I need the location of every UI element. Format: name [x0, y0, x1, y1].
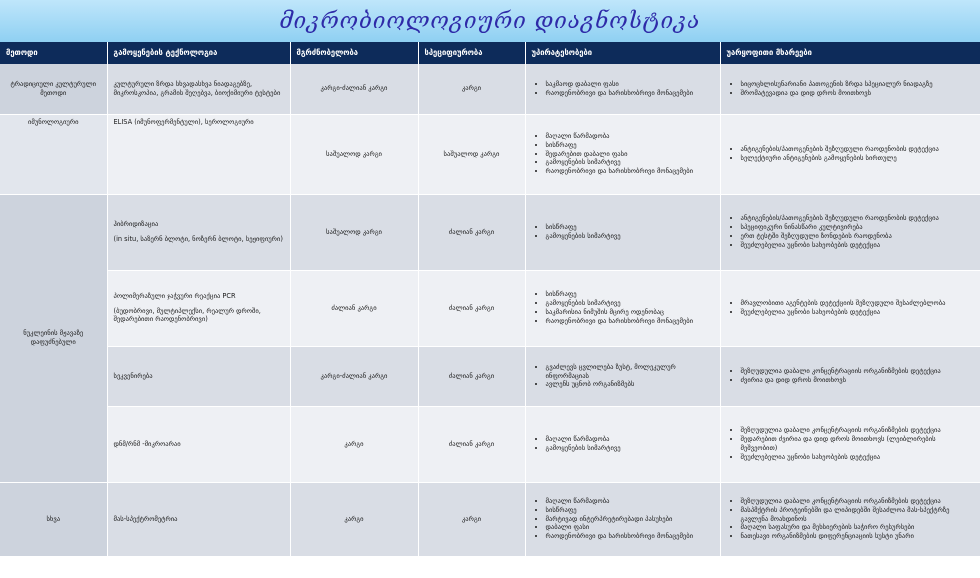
list-item: • ანტიგენების/პათოგენების შეზღუდული რაოდენობის დეტექცია [741, 145, 974, 154]
header-disadvantages: უარყოფითი მხარეები [720, 42, 980, 64]
list-item: • სისწრაფე [546, 141, 714, 150]
sensitivity-cell: კარგი [290, 406, 418, 482]
table-row [0, 114, 980, 194]
table-row [0, 194, 980, 270]
disadvantages-cell [720, 346, 980, 406]
list-item: • მაღალი წარმადობა [546, 132, 714, 141]
sensitivity-cell: კარგი-ძალიან კარგი [290, 346, 418, 406]
sensitivity-cell: ძალიან კარგი [290, 270, 418, 346]
advantages-cell [525, 406, 720, 482]
list-item: • დაბალი ფასი [546, 523, 714, 532]
sensitivity-cell: საშუალოდ კარგი [290, 114, 418, 194]
technology-cell: მას-სპექტრომეტრია [107, 482, 290, 556]
list-item: • შეზღუდულია დაბალი კონცენტრაციის ორგანიზმების დეტექცია [741, 426, 974, 435]
list-item: • რაოდენობრივი და ხარისხობრივი მონაცემები [546, 532, 714, 541]
disadvantages-cell [720, 194, 980, 270]
list-item: • შეზღუდულია დაბალი კონცენტრაციის ორგანიზმების დეტექცია [741, 367, 974, 376]
list-item: • საკმარისია ნიმუშის მცირე ოდენობაც [546, 308, 714, 317]
technology-cell: კულტურული ზრდა სხვადასხვა ნიადაგებზე, მიკროსკოპია, გრამის შეღებვა, ბიოქიმიური ტესტები [107, 64, 290, 114]
list-item: • სელექტიური ანტიგენების გამოყენების სირთულე [741, 154, 974, 163]
technology-cell: სეკვენირება [107, 346, 290, 406]
disadvantages-cell [720, 406, 980, 482]
technology-cell [107, 194, 290, 270]
table-row [0, 482, 980, 556]
table-row [0, 270, 980, 346]
page-title: მიკრობიოლოგიური დიაგნოსტიკა [279, 8, 701, 34]
technology-cell: დნმ/რნმ -მიკროარაი [107, 406, 290, 482]
list-item: • გვაძლევს ცვლილება ზუსტ, მოლეკულურ ინფორმაციას [546, 363, 714, 381]
technology-cell: ELISA (იმუნოფერმენტული), სეროლოგიური [107, 114, 290, 194]
technology-name: პოლიმერაზული ჯაჭვური რეაქცია PCR [113, 291, 236, 300]
specificity-cell: საშუალოდ კარგი [418, 114, 525, 194]
list-item: • შედარებით ძვირია და დიდ დროს მოითხოვს (ლეიბლირების მეშვეობით) [741, 435, 974, 453]
advantages-cell [525, 482, 720, 556]
specificity-cell: კარგი [418, 482, 525, 556]
list-item: • მარტივად ინტერპრეტირებადი პასუხები [546, 515, 714, 524]
list-item: • ძვირია და დიდ დროს მოითხოვს [741, 376, 974, 385]
method-cell: იმუნოლოგიური [0, 114, 107, 194]
advantages-cell [525, 270, 720, 346]
list-item: • სპეციფიკური ნინასწარი კულტივირება [741, 223, 974, 232]
header-row [0, 42, 980, 64]
specificity-cell: ძალიან კარგი [418, 270, 525, 346]
list-item: • გამოყენების სიმარტივე [546, 299, 714, 308]
list-item: • სისწრაფე [546, 506, 714, 515]
header-technology: გამოყენების ტექნოლოგია [107, 42, 290, 64]
list-item: • შეუძლებელია უცნობი სახეობების დეტექცია [741, 241, 974, 250]
list-item: • გამოყენების სიმარტივე [546, 158, 714, 167]
header-specificity: სპეციფიურობა [418, 42, 525, 64]
list-item: • მაღალი საფასური და მეხსიერების საჭირო რესურსები [741, 523, 974, 532]
technology-note: (ბუდობრივი, მულტიპლექსი, რეალურ დროში, შედარებითი რაოდენობრივი) [113, 306, 261, 324]
technology-cell [107, 270, 290, 346]
list-item: • სისწრაფე [546, 290, 714, 299]
diagnostics-table [0, 42, 980, 557]
method-cell: ნუკლეინის მჟავაზე დაფუძნებული [0, 194, 107, 482]
list-item: • სიცოცხლისუნარიანი პათოგენის ზრდა სპეციალურ ნიადაგზე [741, 80, 974, 89]
list-item: • მაღალი წარმადობა [546, 435, 714, 444]
list-item: • მასპმქტრის პროტეინებში და ლიპიდებში შესაძლოა მას-სპექტრზე გავლენა მოახდინოს [741, 506, 974, 524]
list-item: • მაღალი წარმადობა [546, 497, 714, 506]
table-row [0, 406, 980, 482]
method-cell: ტრადიციული კულტურული მეთოდი [0, 64, 107, 114]
list-item: • რაოდენობრივი და ხარისხობრივი მონაცემები [546, 89, 714, 98]
list-item: • საკმაოდ დაბალი ფასი [546, 80, 714, 89]
advantages-cell [525, 64, 720, 114]
sensitivity-cell: კარგი [290, 482, 418, 556]
disadvantages-cell [720, 114, 980, 194]
list-item: • გამოყენების სიმარტივე [546, 444, 714, 453]
list-item: • შეუძლებელია უცნობი სახეობების დეტექცია [741, 453, 974, 462]
list-item: • შეზღუდულია დაბალი კონცენტრაციის ორგანიზმების დეტექცია [741, 497, 974, 506]
disadvantages-cell [720, 64, 980, 114]
sensitivity-cell: საშუალოდ კარგი [290, 194, 418, 270]
list-item: • რაოდენობრივი და ხარისხობრივი მონაცემები [546, 317, 714, 326]
list-item: • შედარებით დაბალი ფასი [546, 150, 714, 159]
list-item: • ანტიგენების/პათოგენების შეზღუდული რაოდენობის დეტექცია [741, 214, 974, 223]
table-row [0, 64, 980, 114]
header-sensitivity: მგრძნობელობა [290, 42, 418, 64]
table-row [0, 346, 980, 406]
disadvantages-cell [720, 270, 980, 346]
list-item: • სისწრაფე [546, 223, 714, 232]
specificity-cell: ძალიან კარგი [418, 406, 525, 482]
header-method: მეთოდი [0, 42, 107, 64]
list-item: • გამოყენების სიმარტივე [546, 232, 714, 241]
technology-name: ჰიბრიდიზაცია [113, 220, 159, 229]
list-item: • შეუძლებელია უცნობი სახეობების დეტექცია [741, 308, 974, 317]
header-advantages: უპირატესობები [525, 42, 720, 64]
advantages-cell [525, 194, 720, 270]
title-banner [0, 0, 980, 42]
advantages-cell [525, 346, 720, 406]
specificity-cell: ძალიან კარგი [418, 346, 525, 406]
list-item: • რაოდენობრივი და ხარისხობრივი მონაცემები [546, 167, 714, 176]
method-cell: სხვა [0, 482, 107, 556]
disadvantages-cell [720, 482, 980, 556]
technology-note: (in situ, საზერნ ბლოტი, ნოზერნ ბლოტი, სეჟიფიური) [113, 235, 283, 243]
specificity-cell: ძალიან კარგი [418, 194, 525, 270]
list-item: • ავლენს უცნობ ორგანიზმებს [546, 380, 714, 389]
list-item: • ნათესავი ორგანიზმების დიფერენციაციის სუსტი უნარი [741, 532, 974, 541]
advantages-cell [525, 114, 720, 194]
specificity-cell: კარგი [418, 64, 525, 114]
list-item: • შრომატევადია და დიდ დროს მოითხოვს [741, 89, 974, 98]
list-item: • მრავლობითი აგენტების დეტექციის შეზღუდული შესაძლებლობა [741, 299, 974, 308]
sensitivity-cell: კარგი-ძალიან კარგი [290, 64, 418, 114]
list-item: • ერთ ტესტში შეზღუდული ზონდების რაოდენობა [741, 232, 974, 241]
